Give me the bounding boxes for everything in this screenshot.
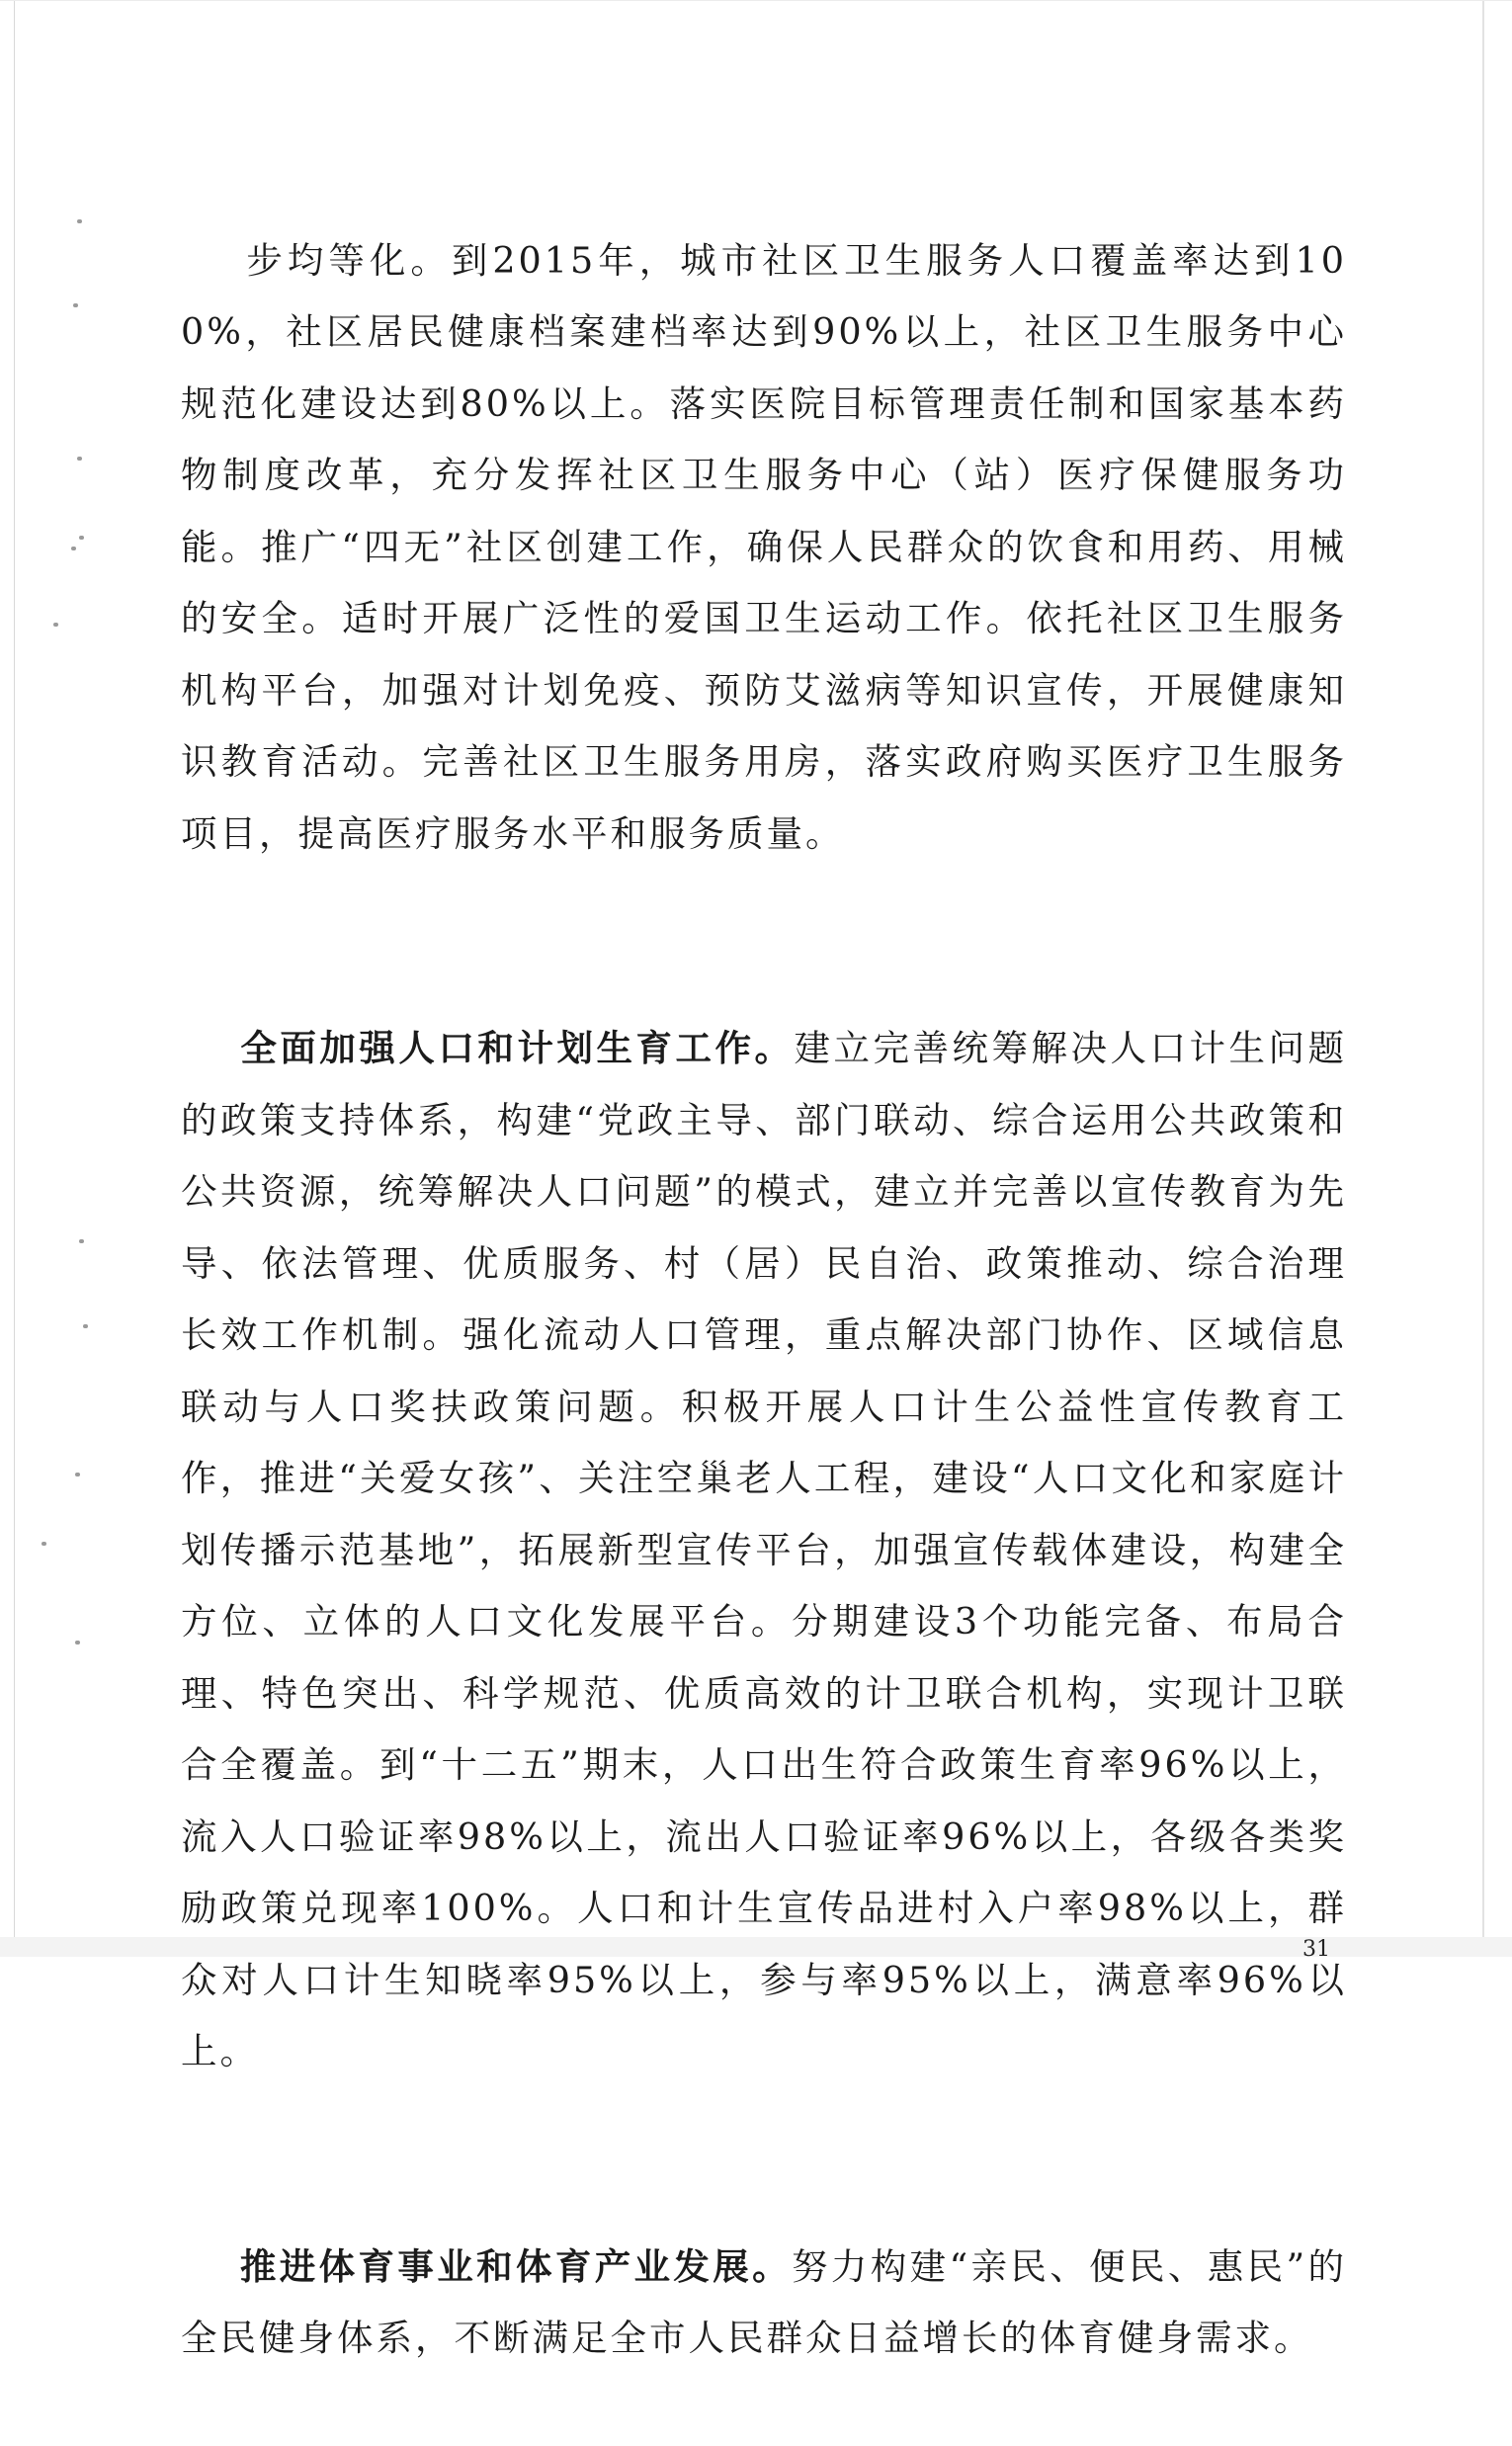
margin-speck xyxy=(77,457,82,461)
scan-bottom-band xyxy=(0,1937,1512,1957)
paragraph-text: 努力构建“亲民、便民、惠民”的全民健身体系，不断满足全市人民群众日益增长的体育健身需求。 xyxy=(181,2244,1347,2359)
paragraph-lead: 全面加强人口和计划生育工作。 xyxy=(240,1027,795,1069)
margin-speck xyxy=(75,1641,80,1645)
paragraph-sports xyxy=(181,2159,1347,2446)
page-right-edge xyxy=(1482,0,1484,1957)
document-body xyxy=(181,153,1347,2446)
margin-speck xyxy=(71,547,76,550)
margin-speck xyxy=(83,1324,88,1328)
scan-top-line xyxy=(0,0,1512,1)
paragraph-lead: 推进体育事业和体育产业发展。 xyxy=(239,2244,793,2288)
paragraph-community-health xyxy=(181,153,1347,942)
page-number: 31 xyxy=(1302,1937,1330,1962)
paragraph-text: 建立完善统筹解决人口计生问题的政策支持体系，构建“党政主导、部门联动、综合运用公共政策和公共资源，统筹解决人口问题”的模式，建立并完善以宣传教育为先导、依法管理、优质服务、村（居）民自治、政策推动、综合治理长效工作机制。强化流动人口管理，重点解决部门协作、区域信息联动与人口奖扶政策问题。积极开展人口计生公益性宣传教育工作，推进“关爱女孩”、关注空巢老人工程，建设“人口文化和家庭计划传播示范基地”，拓展新型宣传平台，加强宣传载体建设，构建全方位、立体的人口文化发展平台。分期建设3个功能完备、布局合理、特色突出、科学规范、优质高效的计卫联合机构，实现计卫联合全覆盖。到“十二五”期末，人口出生符合政策生育率96%以上，流入人口验证率98%以上，流出人口验证率96%以上，各级各类奖励政策兑现率100%。人口和计生宣传品进村入户率98%以上，群众对人口计生知晓率95%以上，参与率95%以上，满意率96%以上。 xyxy=(181,1027,1348,2072)
margin-speck xyxy=(77,219,82,223)
margin-speck xyxy=(75,1473,80,1476)
page-left-edge xyxy=(14,0,15,1957)
paragraph-family-planning xyxy=(181,942,1347,2160)
margin-speck xyxy=(79,1239,84,1243)
margin-speck xyxy=(79,536,84,540)
margin-speck xyxy=(73,303,78,307)
margin-speck xyxy=(42,1542,46,1546)
paragraph-text: 步均等化。到2015年，城市社区卫生服务人口覆盖率达到100%，社区居民健康档案建档率达到90%以上，社区卫生服务中心规范化建设达到80%以上。落实医院目标管理责任制和国家基本药物制度改革，充分发挥社区卫生服务中心（站）医疗保健服务功能。推广“四无”社区创建工作，确保人民群众的饮食和用药、用械的安全。适时开展广泛性的爱国卫生运动工作。依托社区卫生服务机构平台，加强对计划免疫、预防艾滋病等知识宣传，开展健康知识教育活动。完善社区卫生服务用房，落实政府购买医疗卫生服务项目，提高医疗服务水平和服务质量。 xyxy=(181,238,1347,855)
margin-speck xyxy=(53,623,58,627)
